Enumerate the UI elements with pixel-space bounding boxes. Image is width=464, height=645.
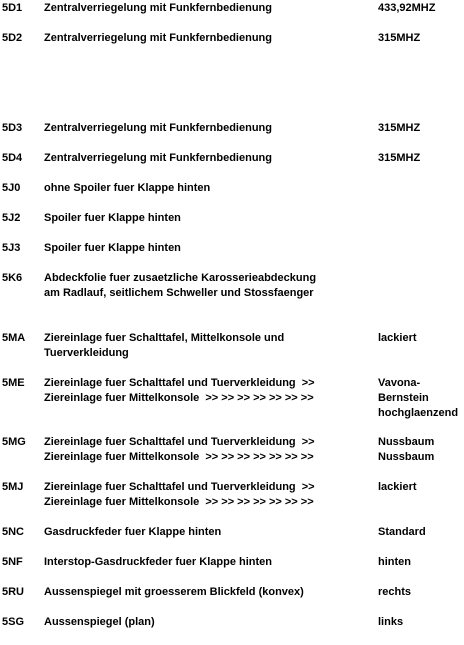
description-line: Spoiler fuer Klappe hinten <box>44 212 181 224</box>
description-line: Abdeckfolie fuer zusaetzliche Karosserieabdeckung <box>44 272 317 284</box>
option-code: 5J0 <box>2 182 21 194</box>
value-line: Bernstein <box>378 392 429 404</box>
option-row-5k6 <box>0 271 464 301</box>
option-code: 5J2 <box>2 212 21 224</box>
option-code: 5RU <box>2 586 25 598</box>
option-row-5d2 <box>0 31 464 61</box>
option-code: 5NF <box>2 556 23 568</box>
option-row-5sg <box>0 615 464 645</box>
option-description <box>44 1 376 16</box>
value-line: Nussbaum <box>378 436 435 448</box>
description-line: Ziereinlage fuer Schalttafel und Tuerverkleidung >> <box>44 481 315 493</box>
option-code: 5D1 <box>2 2 23 14</box>
description-line: Aussenspiegel (plan) <box>44 616 155 628</box>
value-line: 315MHZ <box>378 122 421 134</box>
option-description <box>44 181 376 196</box>
description-line: Ziereinlage fuer Mittelkonsole >> >> >> >> >> >> >> <box>44 451 314 463</box>
description-line: Zentralverriegelung mit Funkfernbedienung <box>44 152 272 164</box>
value-line: hochglaenzend <box>378 407 459 419</box>
description-line: Tuerverkleidung <box>44 347 129 359</box>
description-line: Ziereinlage fuer Schalttafel, Mittelkonsole und <box>44 332 285 344</box>
option-row-5ma <box>0 331 464 361</box>
description-line: Interstop-Gasdruckfeder fuer Klappe hinten <box>44 556 272 568</box>
option-row-5j0 <box>0 181 464 211</box>
description-line: Spoiler fuer Klappe hinten <box>44 242 181 254</box>
option-description <box>44 615 376 630</box>
option-row-5d4 <box>0 151 464 181</box>
option-value <box>378 1 464 16</box>
option-row-5j2 <box>0 211 464 241</box>
value-line: Standard <box>378 526 426 538</box>
option-row-5mg <box>0 435 464 465</box>
description-line: ohne Spoiler fuer Klappe hinten <box>44 182 211 194</box>
option-value <box>378 121 464 136</box>
option-description <box>44 376 376 406</box>
option-code: 5D4 <box>2 152 23 164</box>
option-description <box>44 211 376 226</box>
option-code: 5D2 <box>2 32 23 44</box>
value-line: links <box>378 616 404 628</box>
description-line: Zentralverriegelung mit Funkfernbedienung <box>44 122 272 134</box>
option-row-5me <box>0 376 464 419</box>
value-line: 433,92MHZ <box>378 2 436 14</box>
option-code: 5ME <box>2 377 25 389</box>
value-line: 315MHZ <box>378 152 421 164</box>
option-description <box>44 435 376 465</box>
option-row-5nc <box>0 525 464 555</box>
option-code: 5MJ <box>2 481 24 493</box>
option-description <box>44 151 376 166</box>
option-description <box>44 121 376 136</box>
description-line: Gasdruckfeder fuer Klappe hinten <box>44 526 222 538</box>
description-line: Ziereinlage fuer Mittelkonsole >> >> >> >> >> >> >> <box>44 392 314 404</box>
option-value <box>378 331 464 346</box>
description-line: Zentralverriegelung mit Funkfernbedienung <box>44 2 272 14</box>
option-code: 5D3 <box>2 122 23 134</box>
option-code: 5NC <box>2 526 25 538</box>
description-line: Ziereinlage fuer Schalttafel und Tuerverkleidung >> <box>44 436 315 448</box>
option-row-5d1 <box>0 1 464 31</box>
option-description <box>44 555 376 570</box>
option-code: 5SG <box>2 616 25 628</box>
option-row-5j3 <box>0 241 464 271</box>
value-line: rechts <box>378 586 412 598</box>
option-code: 5J3 <box>2 242 21 254</box>
option-description <box>44 331 376 361</box>
description-line: am Radlauf, seitlichem Schweller und Stossfaenger <box>44 287 314 299</box>
option-description <box>44 585 376 600</box>
option-value <box>378 151 464 166</box>
option-value <box>378 435 464 465</box>
value-line: 315MHZ <box>378 32 421 44</box>
option-description <box>44 480 376 510</box>
option-value <box>378 525 464 540</box>
option-row-5nf <box>0 555 464 585</box>
option-value <box>378 480 464 495</box>
option-code: 5MG <box>2 436 26 448</box>
option-code: 5K6 <box>2 272 23 284</box>
option-value <box>378 555 464 570</box>
option-row-5mj <box>0 480 464 510</box>
option-description <box>44 525 376 540</box>
value-line: lackiert <box>378 481 417 493</box>
option-description <box>44 241 376 256</box>
value-line: Nussbaum <box>378 451 435 463</box>
description-line: Ziereinlage fuer Schalttafel und Tuerverkleidung >> <box>44 377 315 389</box>
option-row-5ru <box>0 585 464 615</box>
option-value <box>378 615 464 630</box>
option-value <box>378 376 464 421</box>
description-line: Aussenspiegel mit groesserem Blickfeld (konvex) <box>44 586 304 598</box>
value-line: hinten <box>378 556 411 568</box>
option-value <box>378 31 464 46</box>
option-description <box>44 271 376 301</box>
option-code: 5MA <box>2 332 26 344</box>
value-line: lackiert <box>378 332 417 344</box>
value-line: Vavona- <box>378 377 421 389</box>
description-line: Zentralverriegelung mit Funkfernbedienung <box>44 32 272 44</box>
option-row-5d3 <box>0 121 464 151</box>
option-description <box>44 31 376 46</box>
description-line: Ziereinlage fuer Mittelkonsole >> >> >> >> >> >> >> <box>44 496 314 508</box>
option-value <box>378 585 464 600</box>
